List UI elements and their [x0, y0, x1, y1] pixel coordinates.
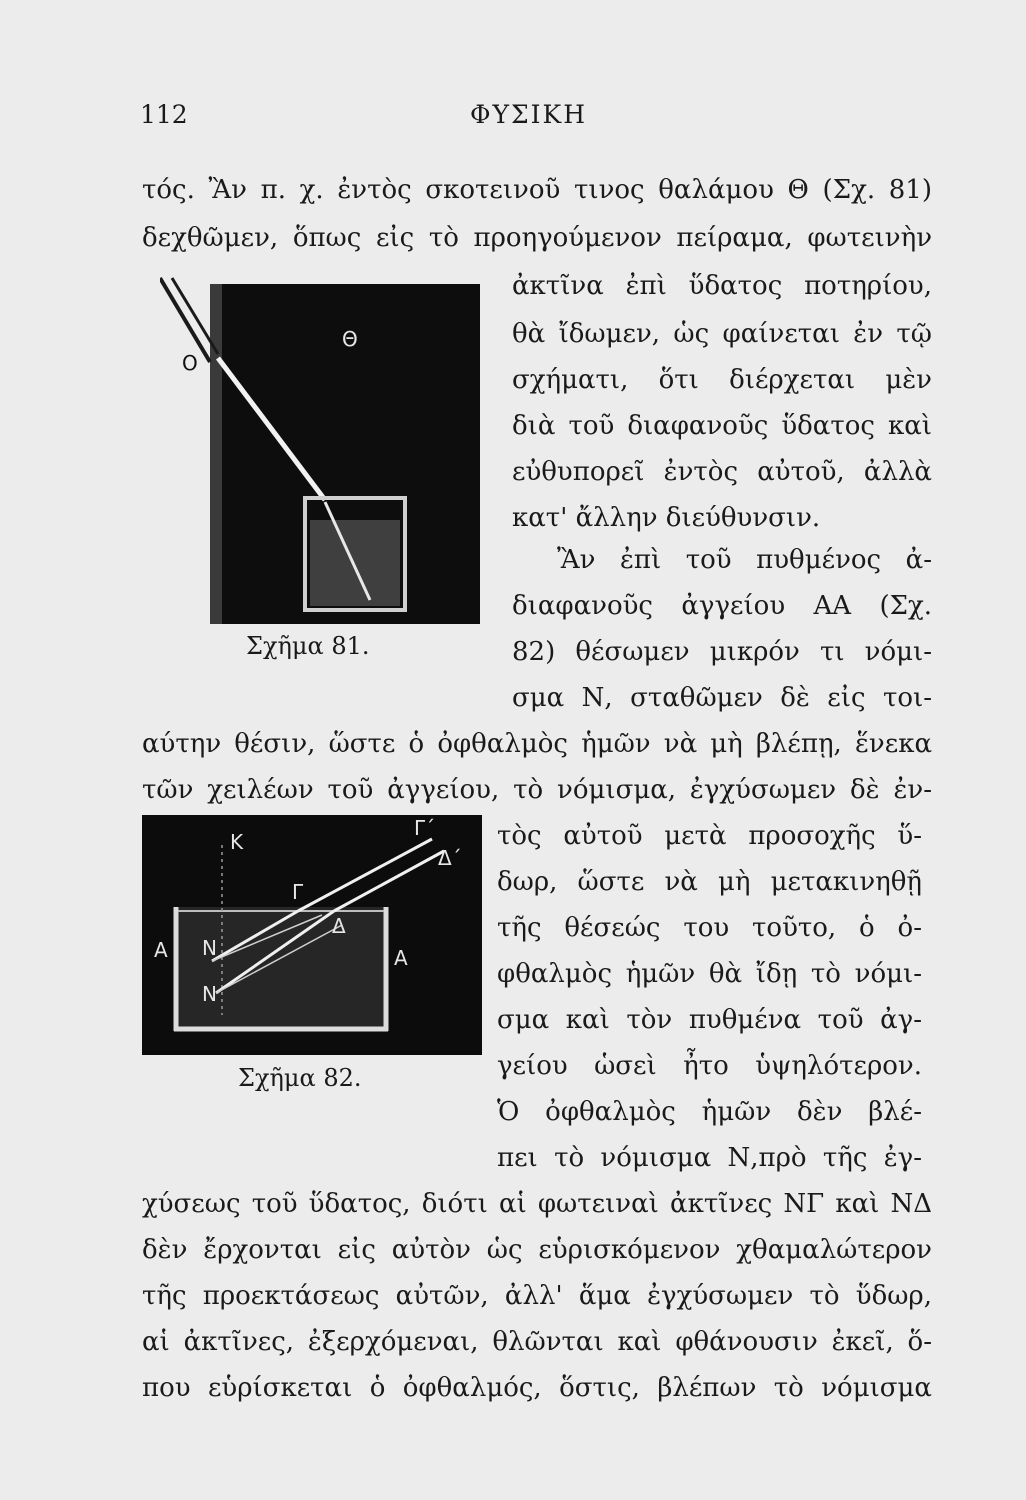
label-delta: Δ — [332, 914, 346, 938]
figure-81 — [160, 270, 490, 630]
text-line: χύσεως τοῦ ὕδατος, διότι αἱ φωτειναὶ ἀκτῖνες ΝΓ καὶ ΝΔ — [142, 1189, 932, 1219]
page-number: 112 — [140, 100, 188, 129]
running-title: ΦΥΣΙΚΗ — [470, 100, 588, 129]
label-gamma: Γ — [292, 880, 304, 904]
text-line: σμα Ν, σταθῶμεν δὲ εἰς τοι- — [512, 683, 932, 713]
text-line: δωρ, ὥστε νὰ μὴ μετακινηθῇ — [497, 867, 922, 897]
chamber-wall-hatched — [210, 284, 222, 624]
text-line: τῶν χειλέων τοῦ ἀγγείου, τὸ νόμισμα, ἐγχύσωμεν δὲ ἐν- — [142, 775, 932, 805]
text-line: τός. Ἂν π. χ. ἐντὸς σκοτεινοῦ τινος θαλάμου Θ (Σχ. 81) — [142, 175, 932, 205]
text-line: κατ' ἄλλην διεύθυνσιν. — [512, 503, 821, 533]
label-o: Ο — [182, 351, 198, 375]
text-line: διὰ τοῦ διαφανοῦς ὕδατος καὶ — [512, 411, 932, 441]
water-body — [176, 907, 386, 1031]
label-k: Κ — [230, 830, 244, 854]
figure-82 — [142, 815, 482, 1060]
text-line: αἱ ἀκτῖνες, ἐξερχόμεναι, θλῶνται καὶ φθάνουσιν ἐκεῖ, ὅ- — [142, 1327, 932, 1357]
label-n-upper: Ν — [202, 936, 217, 960]
text-line: διαφανοῦς ἀγγείου ΑΑ (Σχ. — [512, 591, 932, 621]
text-line: αύτην θέσιν, ὥστε ὁ ὀφθαλμὸς ἡμῶν νὰ μὴ βλέπῃ, ἕνεκα — [142, 729, 932, 759]
water — [310, 520, 400, 606]
running-head — [140, 100, 940, 136]
label-a-right: Α — [394, 946, 408, 970]
figure-81-caption: Σχῆμα 81. — [246, 632, 370, 660]
text-line: Ἂν ἐπὶ τοῦ πυθμένος ἀ- — [557, 545, 932, 575]
text-line: γείου ὡσεὶ ἦτο ὑψηλότερον. — [497, 1051, 922, 1081]
text-line: Ὁ ὀφθαλμὸς ἡμῶν δὲν βλέ- — [497, 1097, 922, 1127]
label-gamma-prime: Γ΄ — [414, 816, 436, 840]
text-line: τῆς θέσεώς του τοῦτο, ὁ ὀ- — [497, 913, 922, 943]
text-line: θὰ ἴδωμεν, ὡς φαίνεται ἐν τῷ — [512, 319, 932, 349]
text-line: δεχθῶμεν, ὅπως εἰς τὸ προηγούμενον πείραμα, φωτεινὴν — [142, 223, 932, 253]
text-line: εὐθυπορεῖ ἐντὸς αὐτοῦ, ἀλλὰ — [512, 457, 932, 487]
text-line: σμα καὶ τὸν πυθμένα τοῦ ἀγ- — [497, 1005, 922, 1035]
text-line: πει τὸ νόμισμα Ν,πρὸ τῆς ἐγ- — [497, 1143, 922, 1173]
label-n-lower: Ν — [202, 982, 217, 1006]
label-delta-prime: Δ΄ — [438, 846, 462, 870]
text-line: σχήματι, ὅτι διέρχεται μὲν — [512, 365, 932, 395]
label-theta: Θ — [342, 327, 358, 351]
text-line: ἀκτῖνα ἐπὶ ὕδατος ποτηρίου, — [512, 271, 932, 301]
text-line: που εὑρίσκεται ὁ ὀφθαλμός, ὅστις, βλέπων τὸ νόμισμα — [142, 1373, 932, 1403]
figure-82-caption: Σχῆμα 82. — [238, 1064, 362, 1092]
text-line: 82) θέσωμεν μικρόν τι νόμι- — [512, 637, 932, 667]
text-line: φθαλμὸς ἡμῶν θὰ ἴδῃ τὸ νόμι- — [497, 959, 922, 989]
label-a-left: Α — [154, 938, 168, 962]
text-line: τὸς αὐτοῦ μετὰ προσοχῆς ὕ- — [497, 821, 922, 851]
text-line: τῆς προεκτάσεως αὐτῶν, ἀλλ' ἅμα ἐγχύσωμεν τὸ ὕδωρ, — [142, 1281, 932, 1311]
incoming-ray-outer — [160, 278, 210, 362]
text-line: δὲν ἔρχονται εἰς αὐτὸν ὡς εὑρισκόμενον χθαμαλώτερον — [142, 1235, 932, 1265]
